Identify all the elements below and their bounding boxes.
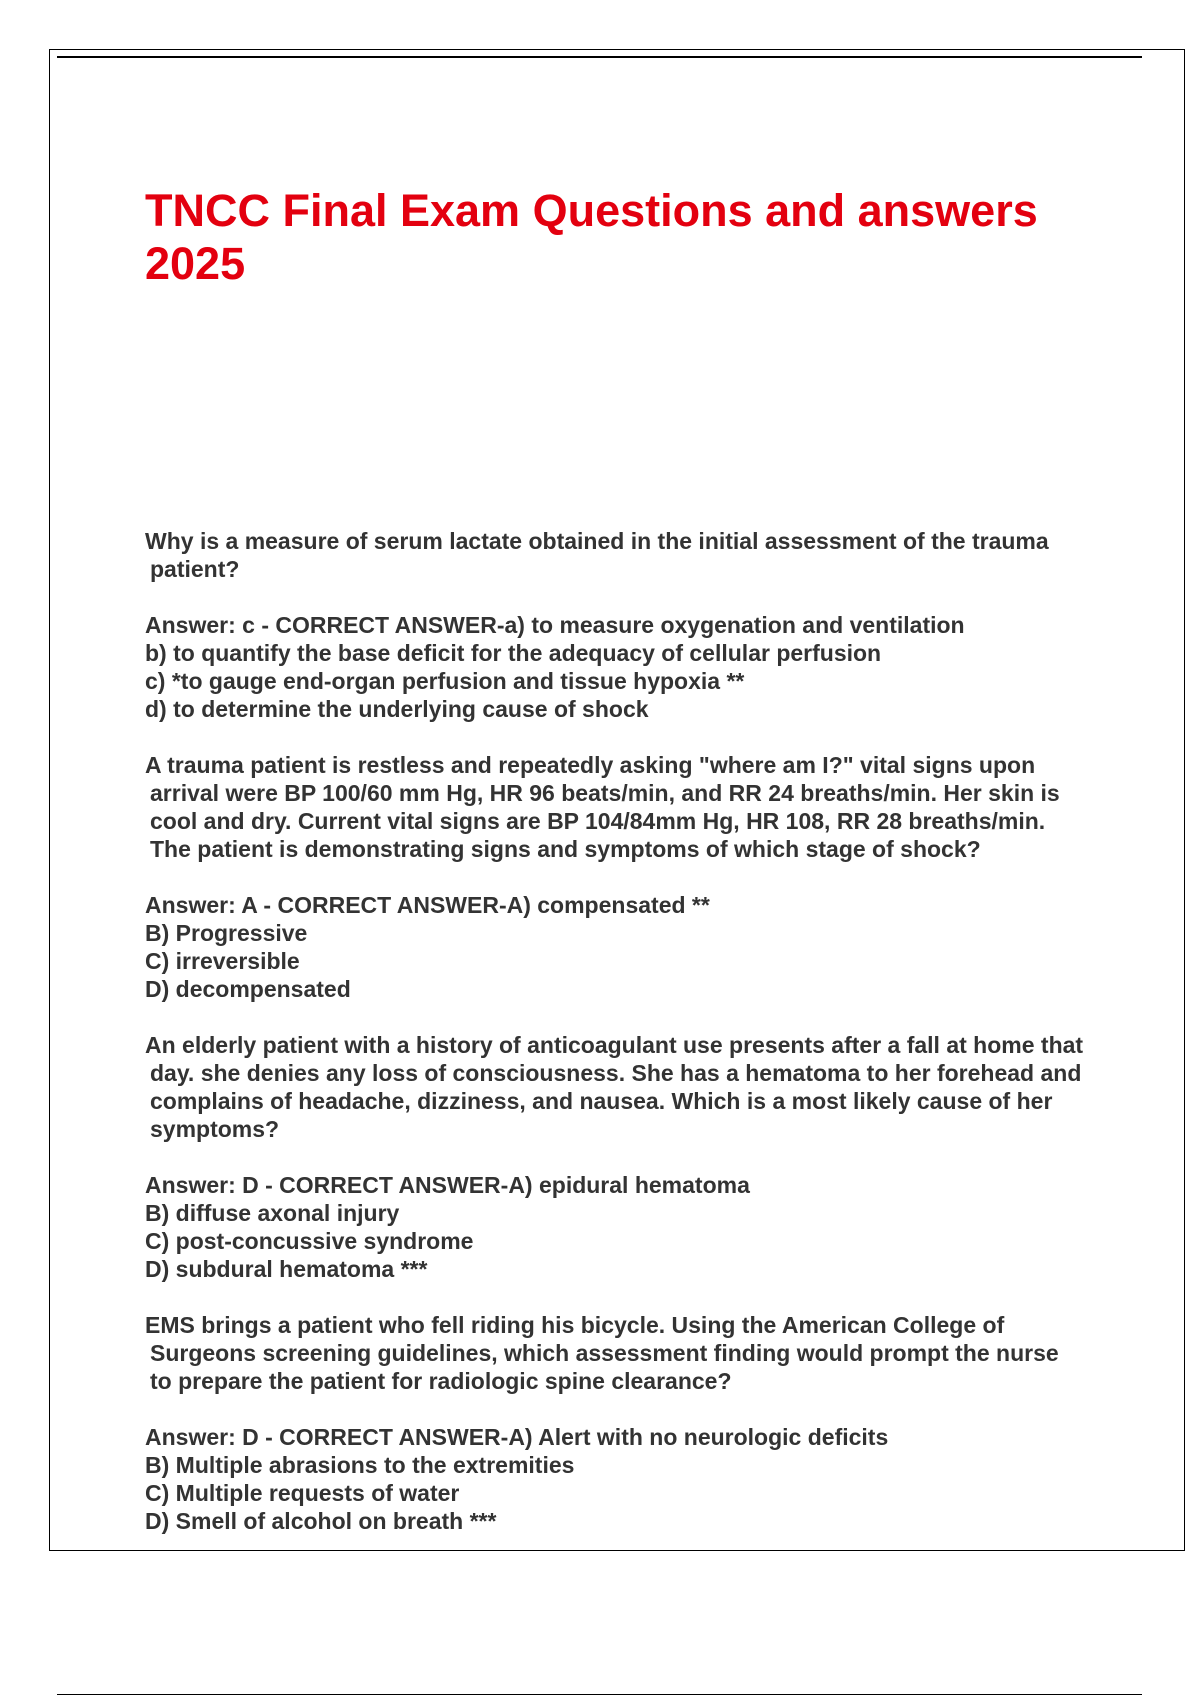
question-1: Why is a measure of serum lactate obtained in the initial assessment of the trauma patient? [145, 528, 1049, 582]
qa-list [145, 527, 1085, 1551]
answer-2-line-1: Answer: A - CORRECT ANSWER-A) compensated ** [145, 892, 710, 918]
answer-1-line-2: b) to quantify the base deficit for the adequacy of cellular perfusion [145, 640, 882, 666]
answer-2-line-4: D) decompensated [145, 976, 351, 1002]
answer-block-4 [145, 1423, 1085, 1535]
document-title [145, 184, 1105, 290]
qa-item-1 [145, 527, 1085, 723]
bottom-rule [57, 1694, 1142, 1695]
title-line-1: TNCC Final Exam Questions and answers [145, 185, 1038, 236]
answer-4-line-3: C) Multiple requests of water [145, 1480, 460, 1506]
qa-item-4 [145, 1311, 1085, 1535]
question-3: An elderly patient with a history of anticoagulant use presents after a fall at home that day. she denies any loss of consciousness. She has a hematoma to her forehead and complains of headache, dizziness, and nausea. Which is a most likely cause of her symptoms? [145, 1032, 1084, 1142]
answer-2-line-2: B) Progressive [145, 920, 308, 946]
answer-4-line-2: B) Multiple abrasions to the extremities [145, 1452, 575, 1478]
answer-3-line-4: D) subdural hematoma *** [145, 1256, 428, 1282]
qa-item-3 [145, 1031, 1085, 1283]
answer-block-1 [145, 611, 1085, 723]
answer-1-line-3: c) *to gauge end-organ perfusion and tissue hypoxia ** [145, 668, 745, 694]
answer-1-line-1: Answer: c - CORRECT ANSWER-a) to measure oxygenation and ventilation [145, 612, 965, 638]
answer-4-line-4: D) Smell of alcohol on breath *** [145, 1508, 497, 1534]
question-2: A trauma patient is restless and repeatedly asking "where am I?" vital signs upon arrival were BP 100/60 mm Hg, HR 96 beats/min, and RR 24 breaths/min. Her skin is cool and dry. Current vital signs are BP 104/84mm Hg, HR 108, RR 28 breaths/min. The patient is demonstrating signs and symptoms of which stage of shock? [145, 752, 1060, 862]
answer-3-line-2: B) diffuse axonal injury [145, 1200, 400, 1226]
answer-2-line-3: C) irreversible [145, 948, 300, 974]
answer-3-line-1: Answer: D - CORRECT ANSWER-A) epidural hematoma [145, 1172, 750, 1198]
answer-block-2 [145, 891, 1085, 1003]
question-4: EMS brings a patient who fell riding his bicycle. Using the American College of Surgeons screening guidelines, which assessment finding would prompt the nurse to prepare the patient for radiologic spine clearance? [145, 1312, 1059, 1394]
answer-1-line-4: d) to determine the underlying cause of shock [145, 696, 649, 722]
answer-3-line-3: C) post-concussive syndrome [145, 1228, 474, 1254]
title-line-2: 2025 [145, 238, 246, 289]
answer-4-line-1: Answer: D - CORRECT ANSWER-A) Alert with no neurologic deficits [145, 1424, 889, 1450]
qa-item-2 [145, 751, 1085, 1003]
answer-block-3 [145, 1171, 1085, 1283]
